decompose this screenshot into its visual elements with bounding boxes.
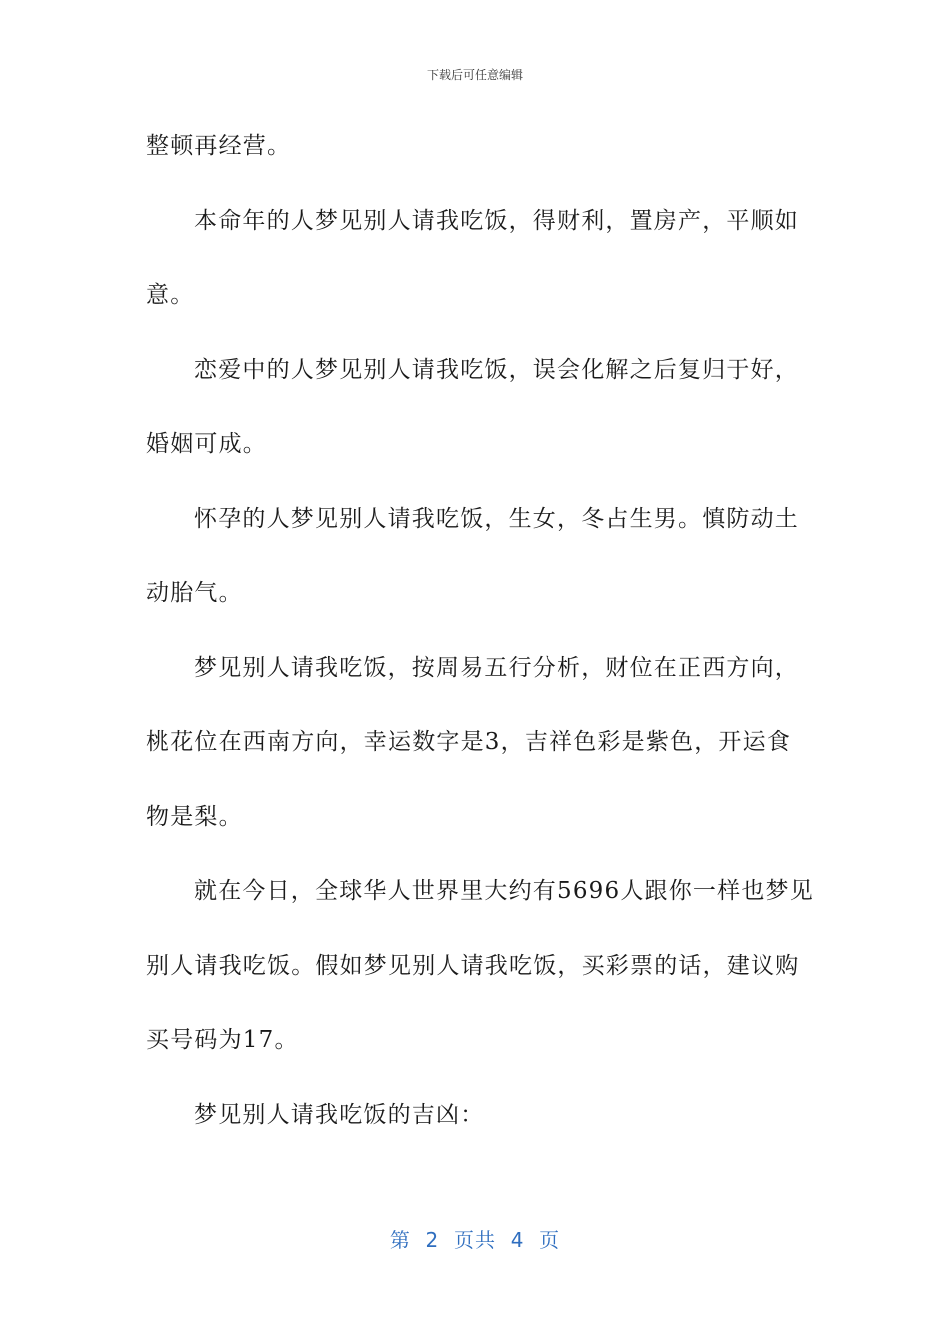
text-line: 意。	[146, 282, 195, 308]
text-line: 梦见别人请我吃饭的吉凶：	[194, 1101, 485, 1128]
text-line: 别人请我吃饭。假如梦见别人请我吃饭，买彩票的话，建议购	[146, 952, 800, 979]
text-line: 恋爱中的人梦见别人请我吃饭，误会化解之后复归于好，	[194, 356, 799, 383]
text-line: 本命年的人梦见别人请我吃饭，得财利，置房产，平顺如	[194, 207, 799, 234]
text-line: 动胎气。	[146, 580, 243, 606]
body-text	[146, 118, 814, 1161]
text-line: 买号码为17。	[146, 1027, 299, 1053]
text-line: 梦见别人请我吃饭，按周易五行分析，财位在正西方向，	[194, 654, 799, 681]
text-line: 整顿再经营。	[146, 133, 292, 159]
page-header: 下载后可任意编辑	[426, 68, 523, 82]
text-line: 怀孕的人梦见别人请我吃饭，生女，冬占生男。慎防动土	[194, 505, 799, 532]
text-line: 桃花位在西南方向，幸运数字是3，吉祥色彩是紫色，开运食	[146, 729, 792, 755]
text-line: 婚姻可成。	[146, 431, 267, 457]
text-line: 就在今日，全球华人世界里大约有5696人跟你一样也梦见	[194, 878, 814, 904]
text-line: 物是梨。	[146, 803, 243, 830]
page-footer: 第 2 页共 4 页	[389, 1228, 561, 1252]
